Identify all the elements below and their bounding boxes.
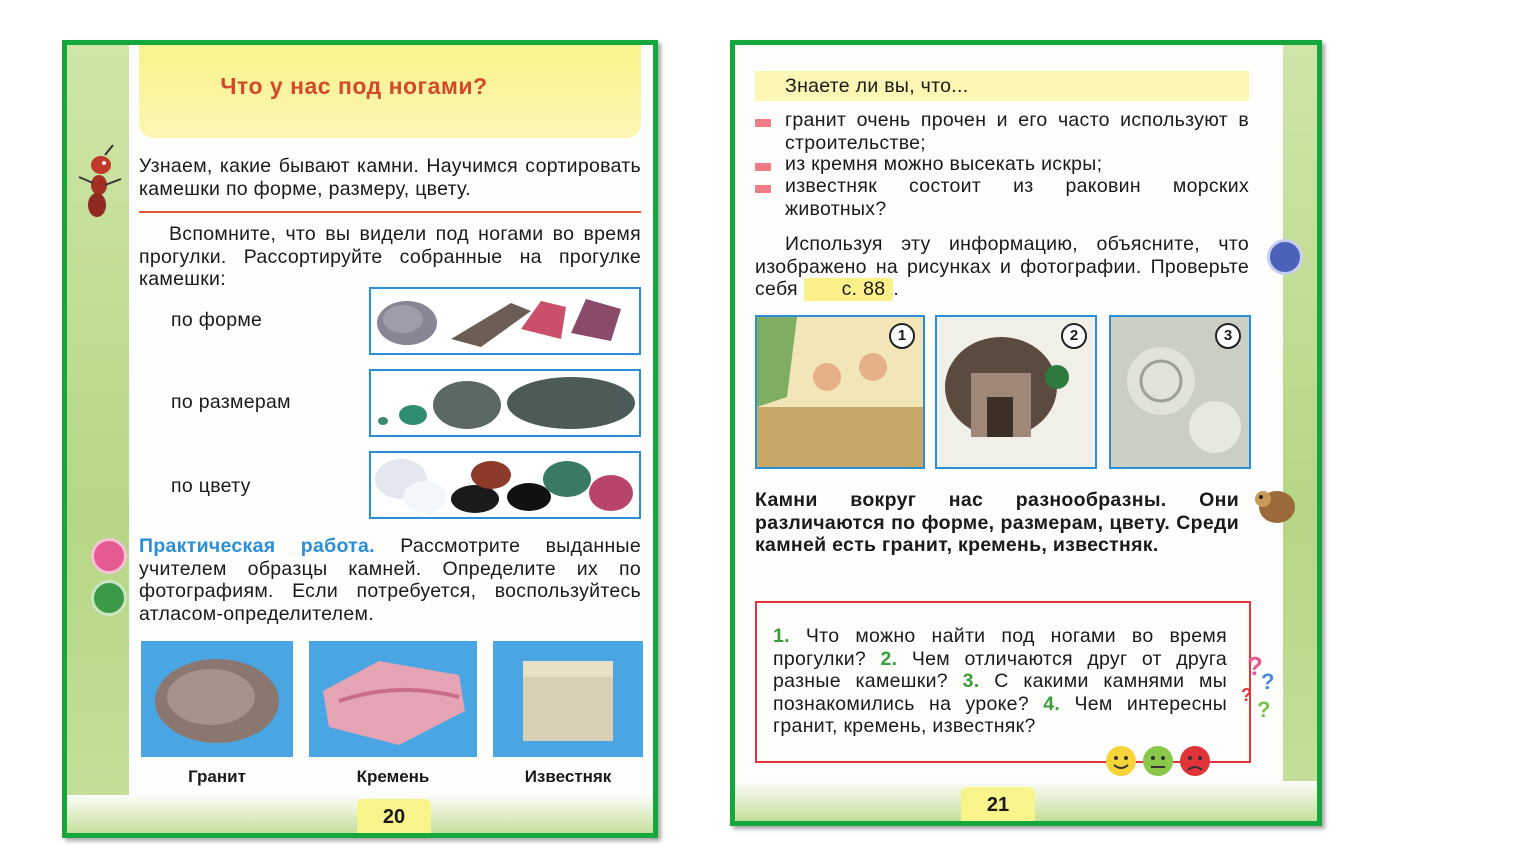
question-text: Чем отличаются друг от друга разные камешки?	[773, 647, 1228, 692]
did-you-know-heading: Знаете ли вы, что...	[785, 75, 969, 97]
instruction-period: .	[893, 278, 900, 300]
fact-granite: гранит очень прочен и его часто используют в строительстве;	[785, 109, 1249, 154]
practical-work-text: Рассмотрите выданные учителем образцы камней. Определите их по фотографиям. Если потребуется, воспользуйтесь атласом-определителем.	[139, 535, 642, 625]
review-questions	[773, 625, 1227, 738]
stones-by-size-image	[369, 369, 641, 437]
svg-text:?: ?	[1261, 669, 1275, 694]
svg-text:?: ?	[1241, 685, 1252, 705]
turtle-mascot-icon	[1251, 477, 1297, 537]
question-text: Что можно найти под ногами во время прогулки?	[773, 625, 1227, 670]
divider	[139, 211, 641, 213]
ant-mascot-icon	[77, 143, 123, 223]
picture-number: 1	[889, 323, 915, 349]
limestone-photo	[493, 641, 643, 757]
right-textbook-page	[730, 40, 1322, 826]
page-title: Что у нас под ногами?	[220, 73, 488, 99]
right-margin-decoration	[1283, 45, 1317, 821]
question-number: 4.	[1043, 692, 1061, 715]
limestone-caption: Известняк	[524, 767, 612, 786]
practical-work	[139, 535, 641, 625]
question-number: 3.	[962, 670, 980, 692]
question-marks-icon	[1241, 649, 1281, 721]
stones-by-color-image	[369, 451, 641, 519]
flint-photo	[309, 641, 477, 757]
bullet	[755, 119, 771, 127]
question-number: 1.	[773, 625, 790, 647]
leaf-icon	[91, 580, 127, 616]
question-number: 2.	[880, 647, 898, 670]
practical-work-label: Практическая работа.	[139, 535, 375, 557]
fact-limestone: известняк состоит из раковин морских животных?	[785, 175, 1249, 220]
star-icon	[1267, 239, 1303, 275]
book-icon	[91, 538, 127, 574]
granite-photo	[141, 641, 293, 757]
left-textbook-page	[62, 40, 658, 838]
sorting-task: Вспомните, что вы видели под ногами во время прогулки. Рассортируйте собранные на прогулке камешки:	[139, 223, 641, 290]
picture-number: 2	[1061, 323, 1087, 349]
fact-flint: из кремня можно высекать искры;	[785, 153, 1103, 175]
bullet	[755, 163, 771, 171]
summary: Камни вокруг нас разнообразны. Они различаются по форме, размерам, цвету. Среди камней есть гранит, кремень, известняк.	[755, 489, 1239, 556]
question-text: Чем интересны гранит, кремень, известняк?	[773, 692, 1228, 737]
sort-label-color: по цвету	[171, 475, 251, 497]
picture-2	[935, 315, 1097, 469]
page-number: 21	[961, 787, 1035, 821]
instruction-text: Используя эту информацию, объясните, что изображено на рисунках и фотографии. Проверьте себя	[755, 233, 1249, 300]
self-assessment-faces-icon	[1103, 743, 1219, 779]
svg-text:?: ?	[1257, 697, 1271, 721]
question-text: С какими камнями мы познакомились на уроке?	[773, 670, 1228, 715]
picture-1	[755, 315, 925, 469]
instruction	[755, 233, 1249, 301]
bullet	[755, 185, 771, 193]
picture-number: 3	[1215, 323, 1241, 349]
page-number: 20	[357, 799, 431, 833]
flint-caption: Кремень	[356, 767, 430, 786]
check-page-ref[interactable]: с. 88	[804, 278, 894, 301]
sort-label-shape: по форме	[171, 309, 263, 331]
granite-caption: Гранит	[188, 767, 246, 786]
sort-label-size: по размерам	[171, 391, 291, 413]
lesson-intro: Узнаем, какие бывают камни. Научимся сортировать камешки по форме, размеру, цвету.	[139, 155, 641, 200]
picture-3	[1109, 315, 1251, 469]
svg-text:?: ?	[1247, 651, 1263, 681]
stones-by-shape-image	[369, 287, 641, 355]
